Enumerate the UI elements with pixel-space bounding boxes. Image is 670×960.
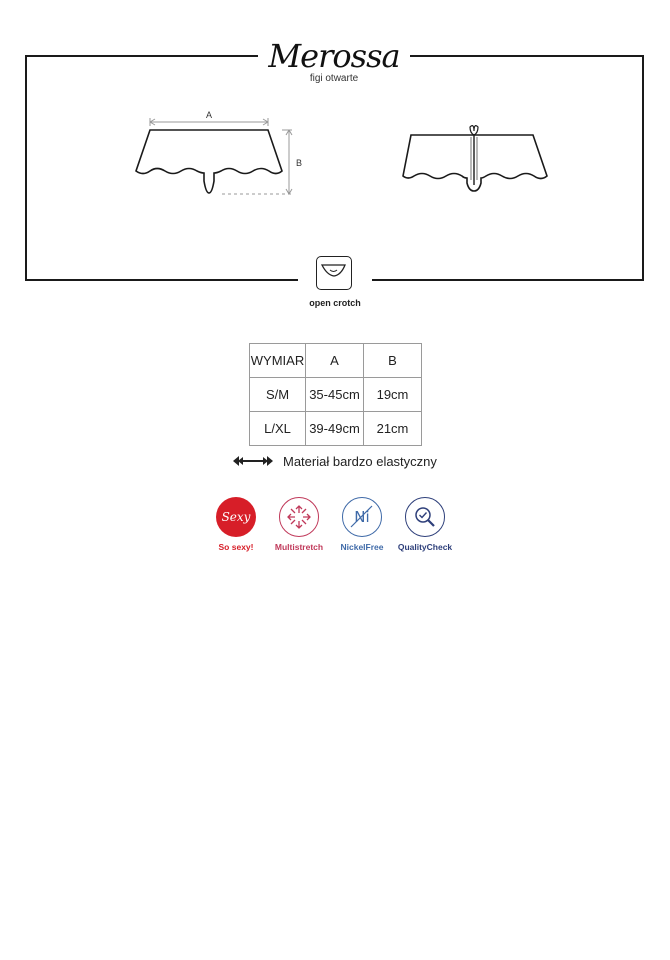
badge-label: QualityCheck <box>397 542 453 552</box>
table-cell: 39-49cm <box>306 412 364 446</box>
product-subtitle: figi otwarte <box>309 73 359 84</box>
badge-quality-check <box>393 497 457 552</box>
back-view-diagram <box>395 125 555 205</box>
sexy-icon <box>216 497 256 537</box>
dimension-a-label: A <box>205 110 213 120</box>
sexy-icon-text: Sexy <box>221 510 251 524</box>
table-cell: 19cm <box>364 378 422 412</box>
dimension-b-label: B <box>296 158 303 168</box>
stretch-note <box>231 452 437 470</box>
table-header-cell: A <box>306 344 364 378</box>
table-header-cell: B <box>364 344 422 378</box>
stretch-text: Materiał bardzo elastyczny <box>283 453 437 469</box>
table-header-cell: WYMIAR <box>250 344 306 378</box>
brand-block <box>258 37 410 92</box>
open-crotch-icon <box>316 256 352 290</box>
table-cell: 21cm <box>364 412 422 446</box>
quality-check-icon <box>405 497 445 537</box>
open-crotch-label: open crotch <box>309 298 361 308</box>
feature-badges <box>206 497 466 557</box>
table-cell: S/M <box>250 378 306 412</box>
table-cell: 35-45cm <box>306 378 364 412</box>
table-row <box>250 378 422 412</box>
size-table <box>249 343 422 446</box>
front-view-diagram <box>130 105 310 205</box>
multistretch-icon <box>279 497 319 537</box>
badge-label: Multistretch <box>274 542 324 552</box>
badge-sexy <box>204 497 268 552</box>
nickel-free-icon <box>342 497 382 537</box>
table-cell: L/XL <box>250 412 306 446</box>
badge-label: So sexy! <box>218 542 254 552</box>
badge-label: NickelFree <box>340 542 384 552</box>
table-header-row <box>250 344 422 378</box>
nickel-free-icon-text: Ni <box>354 508 370 526</box>
brand-logo: Merossa <box>268 37 400 75</box>
badge-multistretch <box>267 497 331 552</box>
stretch-arrows-icon <box>231 454 275 468</box>
badge-nickel-free <box>330 497 394 552</box>
table-row <box>250 412 422 446</box>
